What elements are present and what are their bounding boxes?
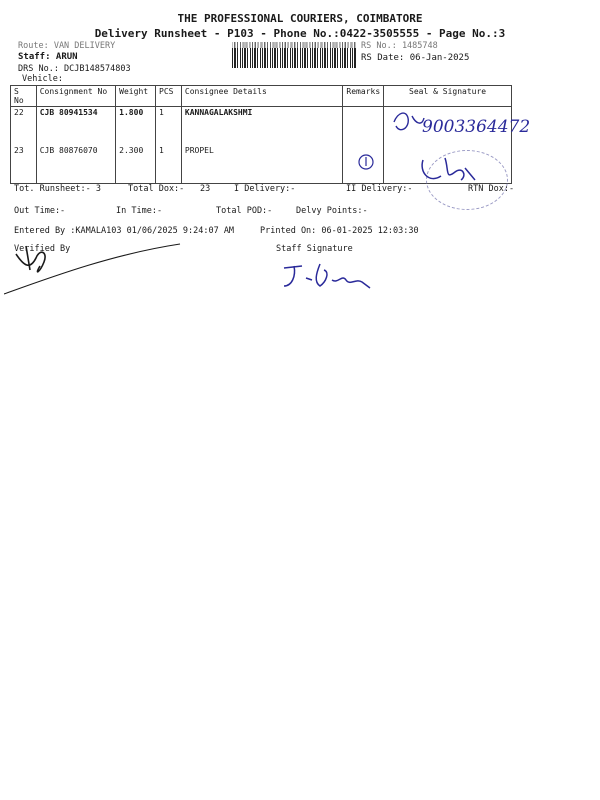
total-dox-value: 23: [200, 184, 211, 194]
cell-sno: 22: [11, 107, 37, 146]
runsheet-title: Delivery Runsheet - P103 - Phone No.:0422-3505555 - Page No.:3: [94, 27, 506, 40]
staff-label: Staff: ARUN: [18, 52, 78, 62]
route-label: Route: VAN DELIVERY: [18, 41, 116, 51]
cell-consignee: PROPEL: [181, 145, 343, 184]
col-weight: Weight: [116, 86, 156, 107]
remark-mark: [356, 153, 376, 171]
handwritten-phone-note: [388, 104, 568, 144]
total-runsheet: Tot. Runsheet:- 3: [14, 184, 101, 194]
col-consignee: Consignee Details: [181, 86, 343, 107]
total-dox-label: Total Dox:-: [128, 184, 185, 194]
cell-consignment: CJB 80876070: [36, 145, 115, 184]
company-title: THE PROFESSIONAL COURIERS, COIMBATORE: [177, 12, 423, 25]
cell-pcs: 1: [156, 107, 182, 146]
total-pod-label: Total POD:-: [216, 206, 273, 216]
cell-weight: 1.800: [116, 107, 156, 146]
out-time-label: Out Time:-: [14, 206, 66, 216]
col-seal: Seal & Signature: [384, 86, 512, 107]
delvy-points-label: Delvy Points:-: [296, 206, 368, 216]
in-time-label: In Time:-: [116, 206, 163, 216]
barcode-overprint: [232, 42, 357, 48]
staff-signature-label: Staff Signature: [276, 244, 353, 254]
delivery-label: I Delivery:-: [234, 184, 296, 194]
cell-sno: 23: [11, 145, 37, 184]
col-consignment: Consignment No: [36, 86, 115, 107]
printed-on: Printed On: 06-01-2025 12:03:30: [260, 226, 419, 236]
drs-number: DRS No.: DCJB148574803: [18, 64, 131, 74]
cell-weight: 2.300: [116, 145, 156, 184]
cell-remarks: [343, 107, 384, 146]
vehicle-label: Vehicle:: [22, 74, 63, 84]
col-remarks: Remarks: [343, 86, 384, 107]
undelivery-label: II Delivery:-: [346, 184, 413, 194]
handwritten-phone-text: 9003364472: [422, 117, 531, 137]
verified-by-signature: [4, 236, 184, 298]
rs-date: RS Date: 06-Jan-2025: [361, 53, 470, 63]
cell-consignee: KANNAGALAKSHMI: [181, 107, 343, 146]
cell-consignment: CJB 80941534: [36, 107, 115, 146]
entered-by: Entered By :KAMALA103 01/06/2025 9:24:07 AM: [14, 226, 235, 236]
verified-by-label: Verified By: [14, 244, 71, 254]
cell-pcs: 1: [156, 145, 182, 184]
col-sno: S No: [11, 86, 37, 107]
staff-signature: [280, 258, 380, 294]
rtn-dox-label: RTN Dox:-: [468, 184, 515, 194]
col-pcs: PCS: [156, 86, 182, 107]
rs-number: RS No.: 1485748: [361, 41, 438, 51]
